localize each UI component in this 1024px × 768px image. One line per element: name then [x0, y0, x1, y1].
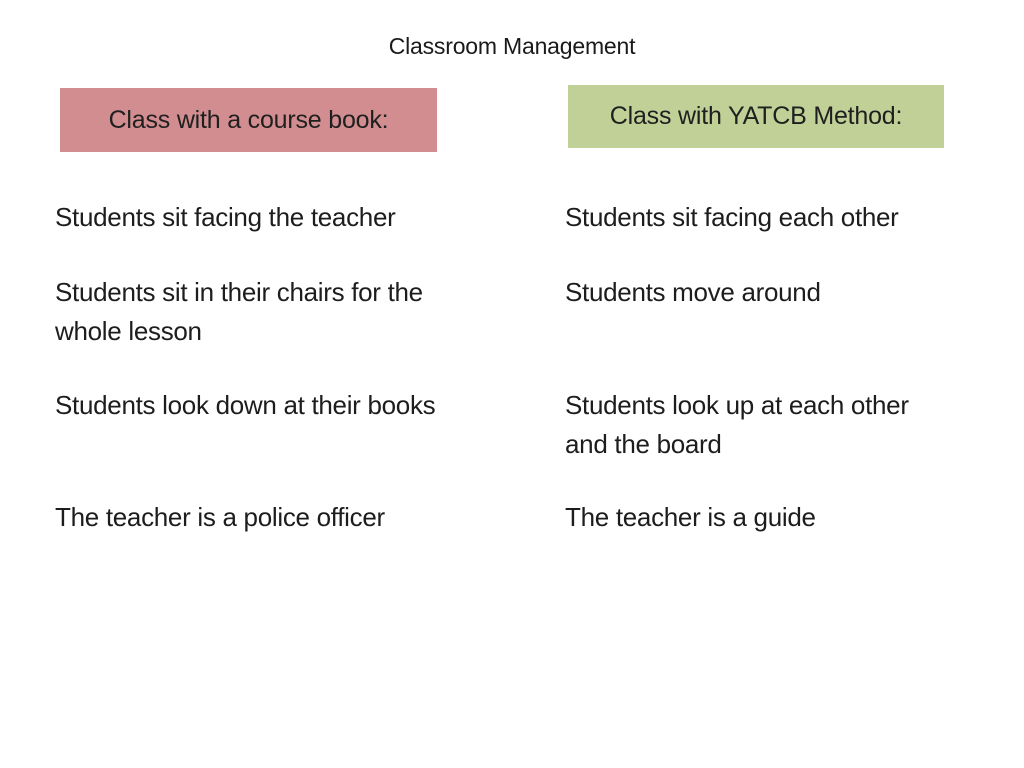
slide-title: Classroom Management	[388, 33, 636, 59]
left-item-3	[55, 386, 435, 425]
left-item-2-line-2: whole lesson	[55, 316, 202, 346]
right-item-3-line-1: Students look up at each other	[565, 390, 909, 420]
left-item-1-line-1: Students sit facing the teacher	[55, 202, 396, 232]
right-item-4	[565, 498, 816, 537]
left-item-2	[55, 273, 423, 351]
right-item-3	[565, 386, 909, 464]
left-item-4-line-1: The teacher is a police officer	[55, 502, 385, 532]
right-item-2	[565, 273, 821, 312]
course-book-header-box	[60, 88, 437, 152]
right-item-2-line-1: Students move around	[565, 277, 821, 307]
left-item-2-line-1: Students sit in their chairs for the	[55, 277, 423, 307]
right-item-1	[565, 198, 899, 237]
left-item-3-line-1: Students look down at their books	[55, 390, 436, 420]
right-item-1-line-1: Students sit facing each other	[565, 202, 899, 232]
left-item-1	[55, 198, 395, 237]
left-item-4	[55, 498, 385, 537]
course-book-header-label: Class with a course book:	[108, 105, 389, 134]
right-item-4-line-1: The teacher is a guide	[565, 502, 816, 532]
yatcb-method-header-box	[568, 85, 944, 148]
right-item-3-line-2: and the board	[565, 429, 722, 459]
yatcb-method-header-label: Class with YATCB Method:	[609, 102, 903, 130]
